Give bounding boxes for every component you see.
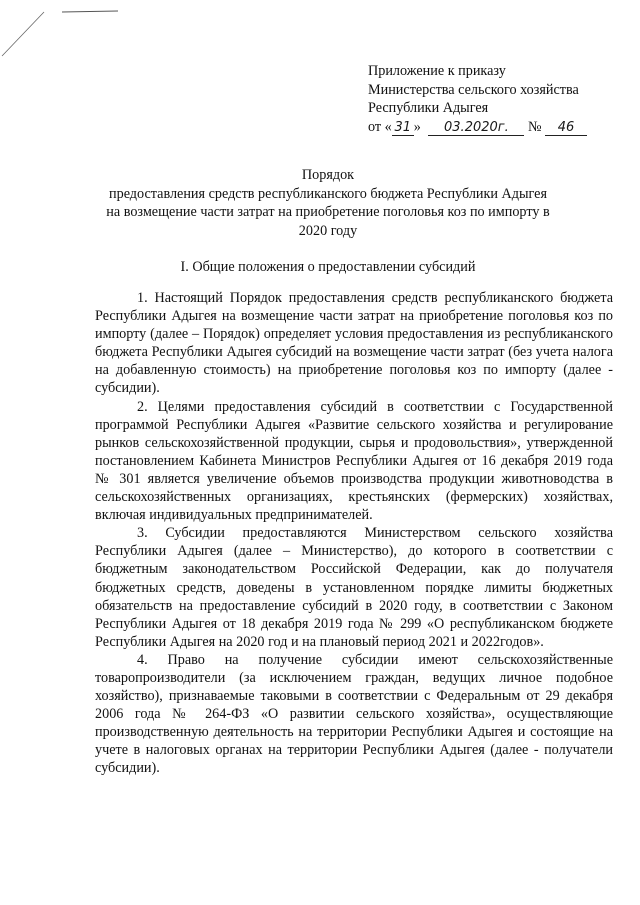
scan-corner-mark xyxy=(0,0,120,60)
date-day: 31 xyxy=(392,121,414,136)
document-body xyxy=(95,289,613,778)
appendix-date-line xyxy=(368,118,618,137)
appendix-line-1: Приложение к приказу xyxy=(368,63,506,79)
number-sign: № xyxy=(527,118,542,135)
date-prefix: от « xyxy=(368,118,392,135)
paragraph-3: 3. Субсидии предоставляются Министерством сельского хозяйства Республики Адыгея (далее – Министерство), до которого в соответствии с бюджетным законодательством Российской Федерации, как до получателя бюджетных средств, доведены в установленном порядке лимиты бюджетных обязательств на предоставление субсидий в 2020 году, в соответствии с Законом Республики Адыгея от 18 декабря 2019 года № 299 «О республиканском бюджете Республики Адыгея на 2020 год и на плановый период 2021 и 2022годов». xyxy=(95,525,613,650)
title-line-2: на возмещение части затрат на приобретение поголовья коз по импорту в xyxy=(106,204,550,220)
appendix-line-3: Республики Адыгея xyxy=(368,100,489,116)
section-heading: I. Общие положения о предоставлении субсидий xyxy=(180,259,476,275)
title-line-3: 2020 году xyxy=(298,222,358,239)
paragraph-2: 2. Целями предоставления субсидий в соответствии с Государственной программой Республики Адыгея «Развитие сельского хозяйства и регулирование рынков сельскохозяйственной продукции, сырья и продовольствия», утвержденной постановлением Кабинета Министров Республики Адыгея от 16 декабря 2019 года № 301 является увеличение объемов производства продукции животноводства в сельскохозяйственных организациях, крестьянских (фермерских) хозяйствах, включая индивидуальных предпринимателей. xyxy=(95,398,613,524)
title-heading: Порядок xyxy=(301,167,355,183)
appendix-block xyxy=(368,62,618,136)
title-line-1: предоставления средств республиканского бюджета Республики Адыгея xyxy=(109,185,547,202)
order-number: 46 xyxy=(545,121,587,136)
paragraph-1: 1. Настоящий Порядок предоставления средств республиканского бюджета Республики Адыгея на возмещение части затрат на приобретение поголовья коз по импорту (далее – Порядок) определяет условия предоставления из республиканского бюджета Республики Адыгея субсидий на возмещение части затрат (без учета налога на добавленную стоимость) на приобретение поголовья коз по импорту (далее - субсидии). xyxy=(95,290,613,397)
paragraph-4: 4. Право на получение субсидии имеют сельскохозяйственные товаропроизводители (за исключением граждан, ведущих личное подобное хозяйство), признаваемые таковыми в соответствии с Федеральным от 29 декабря 2006 года № 264-ФЗ «О развитии сельского хозяйства», осуществляющие производственную деятельность на территории Республики Адыгея и состоящие на учете в налоговых органах на территории Республики Адыгея (далее - получатели субсидии). xyxy=(95,651,613,777)
appendix-line-2: Министерства сельского хозяйства xyxy=(368,81,579,98)
date-month-year: 03.2020г. xyxy=(428,121,524,136)
document-title xyxy=(80,166,576,240)
date-quote-close: » xyxy=(413,118,421,135)
